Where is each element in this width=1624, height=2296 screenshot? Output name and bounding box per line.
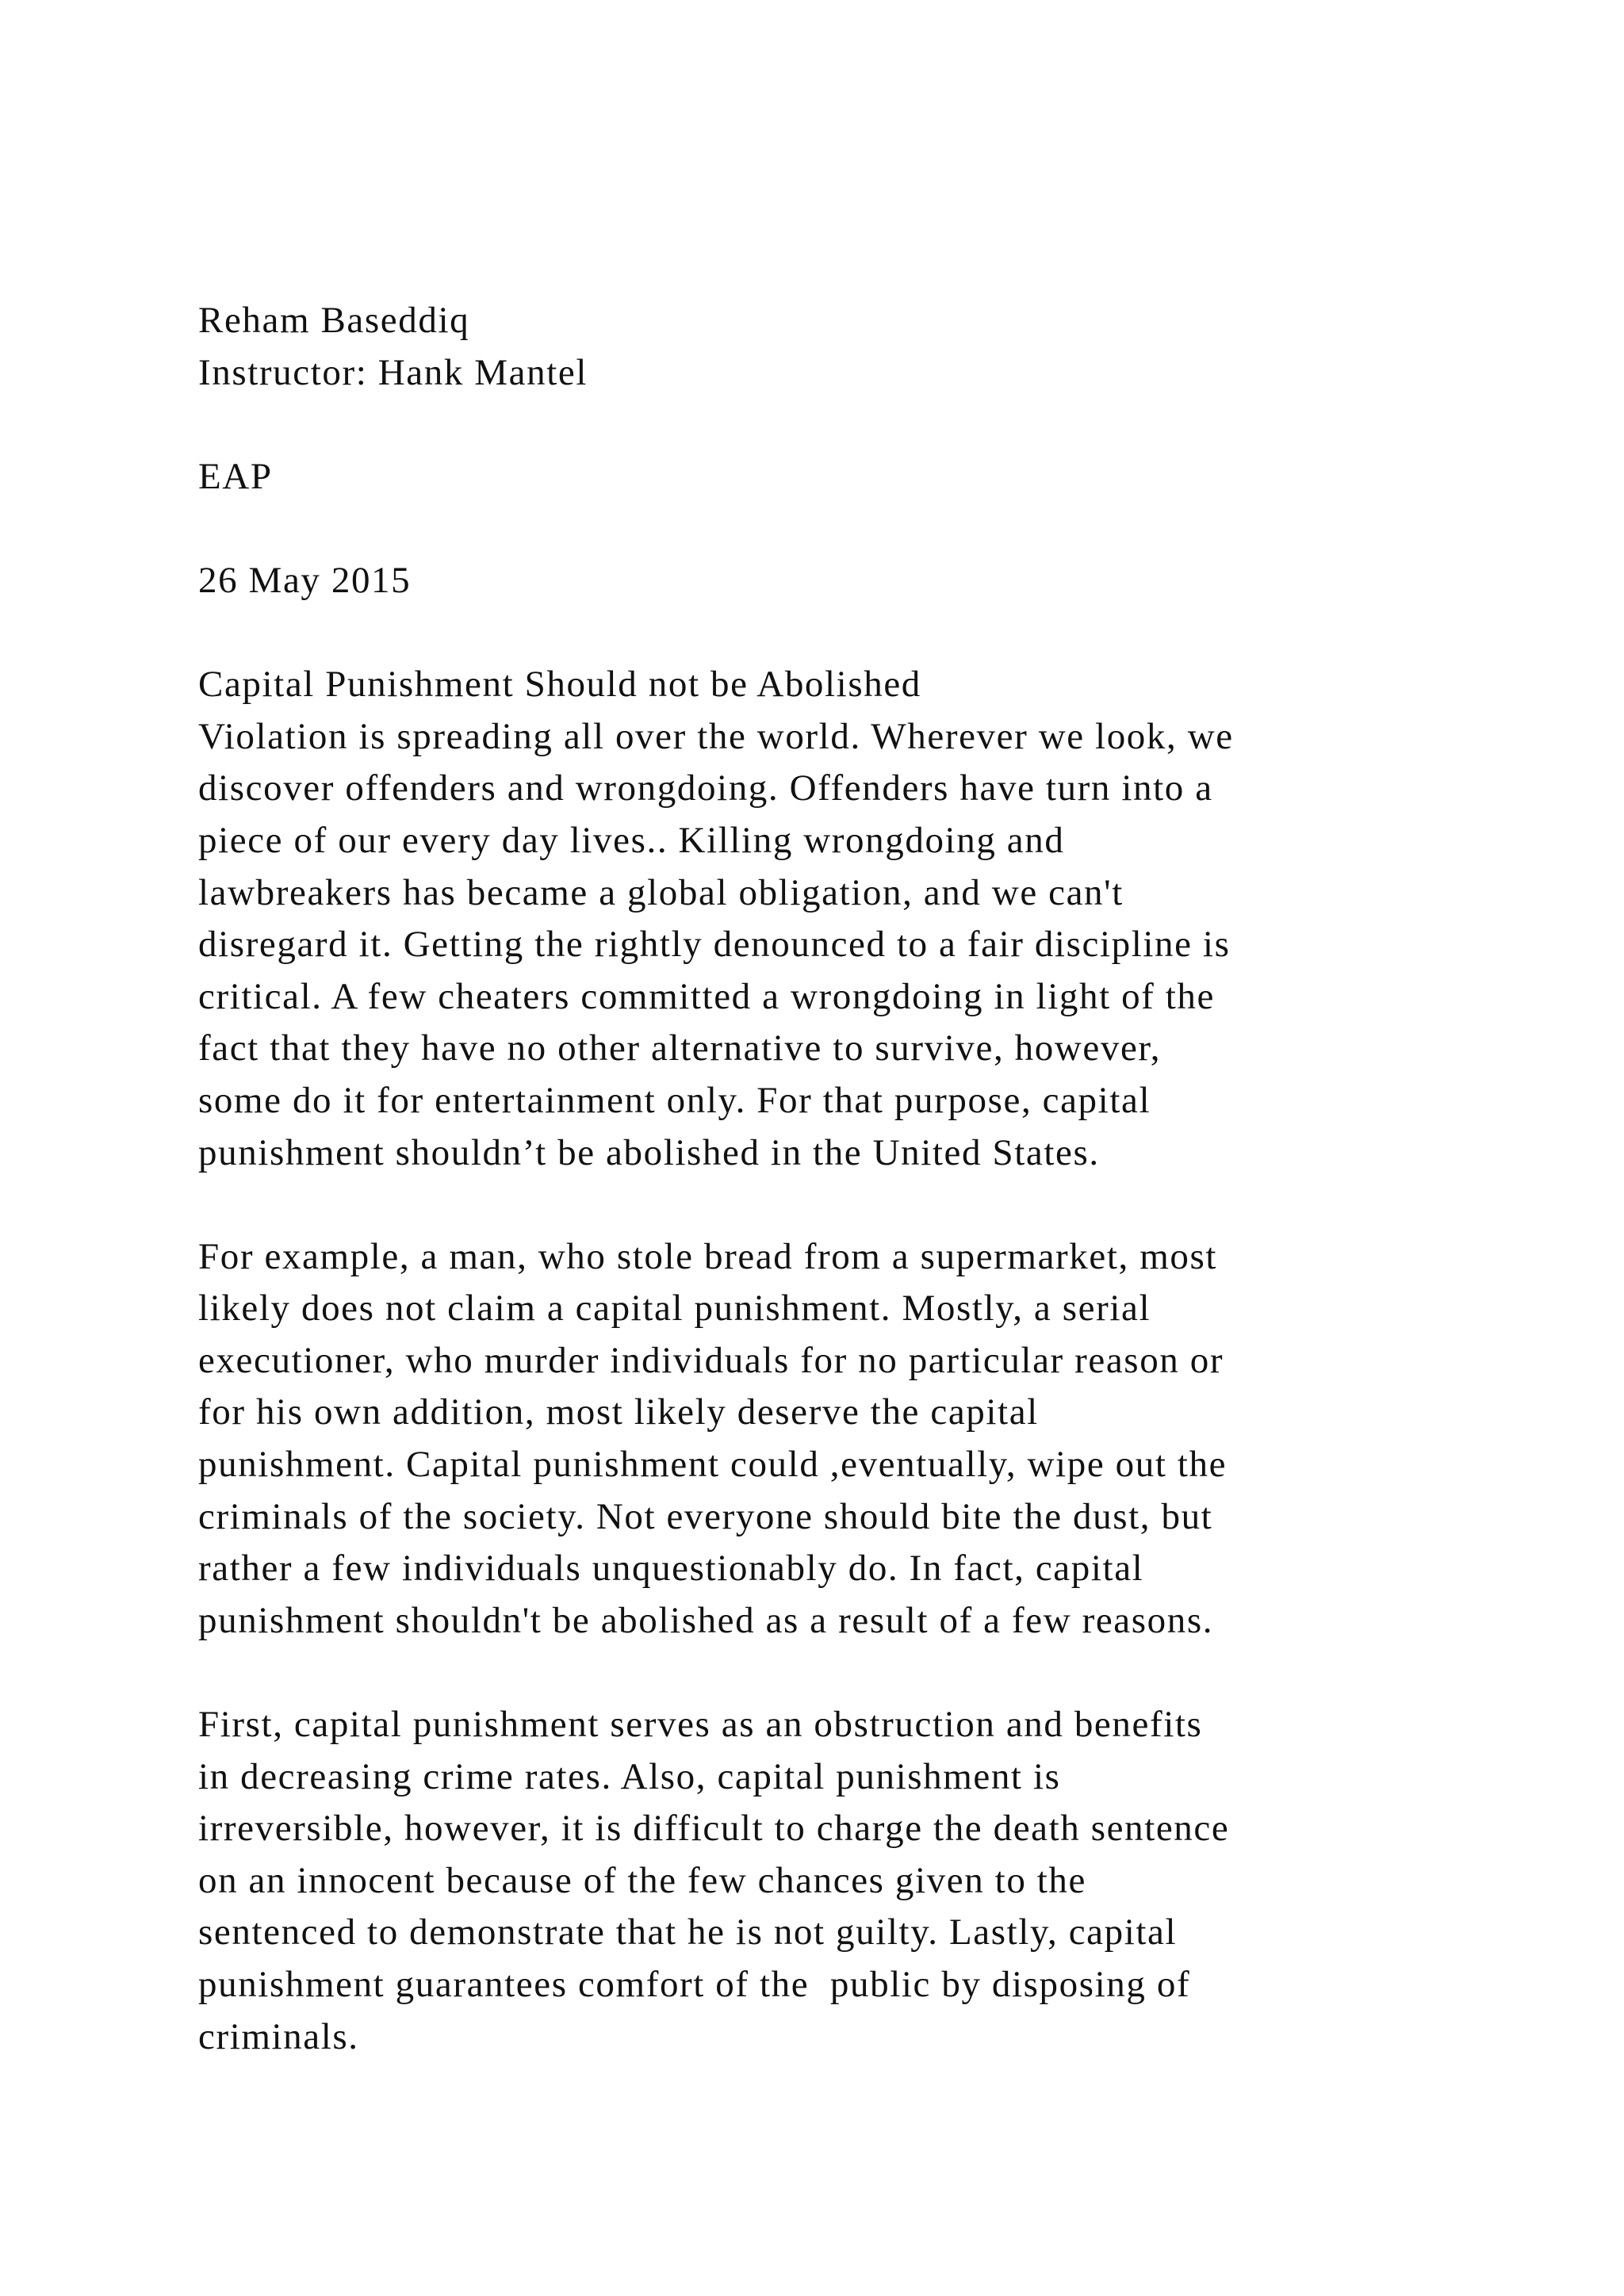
document-date: 26 May 2015 bbox=[198, 559, 412, 601]
paragraph-line: Violation is spreading all over the world. Wherever we look, we bbox=[198, 715, 1234, 757]
spacer bbox=[198, 399, 1483, 451]
paragraph-line: punishment shouldn't be abolished as a result of a few reasons. bbox=[198, 1599, 1214, 1641]
paragraph-line: punishment shouldn’t be abolished in the United States. bbox=[198, 1131, 1100, 1173]
essay-title: Capital Punishment Should not be Abolished bbox=[198, 664, 921, 706]
paragraph-line: critical. A few cheaters committed a wrongdoing in light of the bbox=[198, 975, 1215, 1017]
paragraph-line: on an innocent because of the few chances given to the bbox=[198, 1859, 1086, 1901]
paragraph-line: fact that they have no other alternative to survive, however, bbox=[198, 1027, 1162, 1070]
course-name: EAP bbox=[198, 455, 273, 497]
paragraph-line: in decreasing crime rates. Also, capital punishment is bbox=[198, 1755, 1061, 1797]
paragraph-line: likely does not claim a capital punishment. Mostly, a serial bbox=[198, 1288, 1151, 1330]
spacer bbox=[198, 503, 1483, 555]
document-body bbox=[198, 295, 1483, 2063]
paragraph-line: For example, a man, who stole bread from a supermarket, most bbox=[198, 1235, 1218, 1277]
paragraph-line: punishment. Capital punishment could ,eventually, wipe out the bbox=[198, 1444, 1228, 1486]
paragraph-line: criminals. bbox=[198, 2015, 359, 2057]
paragraph-line: discover offenders and wrongdoing. Offenders have turn into a bbox=[198, 767, 1213, 809]
spacer bbox=[198, 1647, 1483, 1699]
paragraph-line: First, capital punishment serves as an obstruction and benefits bbox=[198, 1704, 1203, 1746]
paragraph-line: disregard it. Getting the rightly denounced to a fair discipline is bbox=[198, 924, 1231, 966]
paragraph-2 bbox=[198, 1231, 1483, 1647]
paragraph-line: irreversible, however, it is difficult to charge the death sentence bbox=[198, 1808, 1230, 1850]
paragraph-1 bbox=[198, 711, 1483, 1179]
instructor-line: Instructor: Hank Mantel bbox=[198, 351, 588, 393]
paragraph-line: for his own addition, most likely deserve the capital bbox=[198, 1391, 1039, 1433]
author-name: Reham Baseddiq bbox=[198, 300, 470, 341]
paragraph-line: sentenced to demonstrate that he is not guilty. Lastly, capital bbox=[198, 1911, 1178, 1954]
paragraph-line: piece of our every day lives.. Killing wrongdoing and bbox=[198, 819, 1065, 861]
spacer bbox=[198, 1179, 1483, 1231]
paragraph-line: criminals of the society. Not everyone should bite the dust, but bbox=[198, 1495, 1213, 1537]
paragraph-line: rather a few individuals unquestionably do. In fact, capital bbox=[198, 1548, 1144, 1590]
paragraph-3 bbox=[198, 1699, 1483, 2063]
paragraph-line: some do it for entertainment only. For that purpose, capital bbox=[198, 1079, 1151, 1121]
paragraph-line: lawbreakers has became a global obligation, and we can't bbox=[198, 871, 1124, 913]
paragraph-line: punishment guarantees comfort of the public by disposing of bbox=[198, 1964, 1191, 2005]
spacer bbox=[198, 607, 1483, 660]
paragraph-line: executioner, who murder individuals for no particular reason or bbox=[198, 1339, 1224, 1381]
